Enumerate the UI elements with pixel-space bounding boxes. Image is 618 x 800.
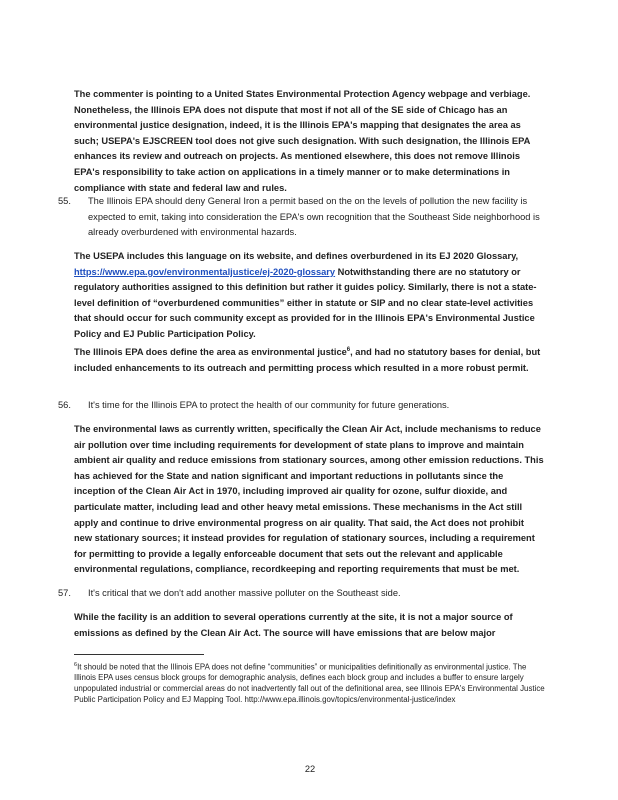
response-paragraph-1: The commenter is pointing to a United States Environmental Protection Agency webpage and verbiage. Nonetheless, the Illinois EPA does not dispute that most if not all of the SE side of Chicago has an environmental justice designation, indeed, it is the Illinois EPA's mapping that designates the area as such; USEPA's EJSCREEN tool does not give such designation. With such designation, the Illinois EPA enhances its review and outreach on projects. As mentioned elsewhere, this does not remove Illinois EPA's responsibility to take action on applications in a timely manner or to make determinations in compliance with state and federal law and rules. [74,89,531,193]
comment-number-55: 55. [58,196,71,206]
comment-number-56: 56. [58,400,71,410]
response-paragraph-5: While the facility is an addition to several operations currently at the site, it is not a major source of emissions as defined by the Clean Air Act. The source will have emissions that are below major [74,612,513,638]
comment-55-text: The Illinois EPA should deny General Iron a permit based on the on the levels of pollution the new facility is expected to emit, taking into consideration the EPA's own recognition that the Southeast Side neighborhood is already overburdened with environmental hazards. [88,196,540,238]
paragraph-2-intro: The USEPA includes this language on its website, and defines overburdened in its EJ 2020 Glossary, [74,251,519,261]
response-paragraph-2 [74,249,544,343]
paragraph-3-intro: The Illinois EPA does define the area as environmental justice [74,347,347,358]
paragraph-3-body: , and had no statutory bases for denial, but included enhancements to its outreach and permitting process which resulted in a more robust permit. [74,347,541,373]
footnote-divider [74,654,204,655]
response-paragraph-4: The environmental laws as currently written, specifically the Clean Air Act, include mechanisms to reduce air pollution over time including requirements for development of state plans to improve and maintain ambient air quality and reduce emissions from stationary sources, among other emission reductions. This has achieved for the State and nation significant and important reductions in pollutants since the inception of the Clean Air Act in 1970, including improved air quality for ozone, sulfur dioxide, and particulate matter, including lead and other heavy metal emissions. These mechanisms in the Act still apply and continue to drive environmental progress on air quality. That said, the Act does not prohibit new stationary sources; it instead provides for regulation of stationary sources, including a requirement for permitting to provide a legally enforceable document that sets out the relevant and applicable environmental regulations, compliance, recordkeeping and reporting requirements that must be met. [74,424,544,575]
comment-57-text: It's critical that we don't add another massive polluter on the Southeast side. [88,588,401,598]
page-number: 22 [304,764,316,774]
footnote [74,660,546,706]
comment-56-text: It's time for the Illinois EPA to protect the health of our community for future generations. [88,400,450,410]
footnote-reference-6[interactable]: 6 [346,347,351,353]
comment-number-57: 57. [58,588,71,598]
response-paragraph-3 [74,343,544,376]
paragraph-2-body: Notwithstanding there are no statutory or regulatory authorities assigned to this definition but rather it guides policy. Similarly, there is not a state-level definition of “overburdened communities” either in statute or SIP and no clear state-level activities that should occur for such community except as provided for in the Illinois EPA's Environmental Justice Policy and EJ Public Participation Policy. [74,266,537,339]
footnote-text: It should be noted that the Illinois EPA does not define “communities” or municipalities definitionally as environmental justice. The Illinois EPA uses census block groups for demographic analysis, defines each block group and includes a buffer to ensure largely unpopulated industrial or commercial areas do not inadvertently fall out of the definitional area, see Illinois EPA's Environmental Justice Public Participation Policy and EJ Mapping Tool. http://www.epa.illinois.gov/topics/environmental-justice/index [74,662,545,705]
footnote-marker: 6 [74,662,78,668]
ej-glossary-link[interactable]: https://www.epa.gov/environmentaljustice/ej-2020-glossary [74,266,336,277]
